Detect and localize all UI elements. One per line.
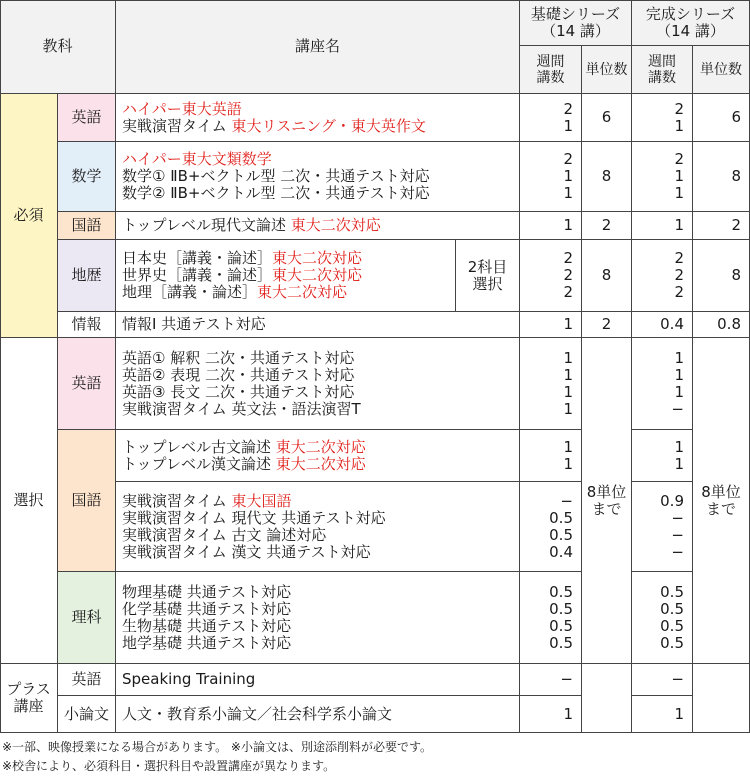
course-line xyxy=(122,527,326,544)
subject-label: 情報 xyxy=(71,315,102,333)
kiso-weekly xyxy=(520,696,582,733)
subject-eigo xyxy=(58,338,116,430)
kansei-units xyxy=(693,94,750,142)
kiso-weekly-value: 1 xyxy=(563,184,573,202)
subject-label: 小論文 xyxy=(63,704,109,723)
course-line xyxy=(122,401,361,418)
kansei-units xyxy=(693,312,750,338)
course-highlight: 東大二次対応 xyxy=(272,249,363,267)
kansei-weekly-value: 0.4 xyxy=(660,315,684,333)
category-plus-label: プラス xyxy=(6,680,51,698)
course-text: 日本史［講義・論述］ xyxy=(122,249,273,267)
units-header-label: 単位数 xyxy=(585,61,628,78)
kiso-weekly-value: 0.5 xyxy=(549,582,573,601)
kansei-weekly xyxy=(632,696,693,733)
subject-eigo xyxy=(58,94,116,142)
kansei-elective-units xyxy=(693,338,750,664)
course-name-cell xyxy=(116,572,520,664)
kansei-weekly-value: 1 xyxy=(674,382,684,401)
series-kiso-header xyxy=(520,0,632,46)
course-line xyxy=(122,267,362,284)
kansei-weekly-value: 2 xyxy=(674,249,684,267)
course-text: 実戦演習タイム 現代文 共通テスト対応 xyxy=(122,508,386,527)
course-line xyxy=(122,350,354,367)
kansei-units-value: 2 xyxy=(731,216,741,234)
course-line xyxy=(122,601,291,618)
kiso-weekly-value: 2 xyxy=(563,266,573,284)
series-kansei-header xyxy=(632,0,750,46)
course-name-cell xyxy=(116,94,520,142)
kiso-weekly-value: − xyxy=(560,491,573,510)
kansei-weekly-value: 1 xyxy=(674,116,684,135)
course-text: 実戦演習タイム xyxy=(122,116,232,135)
kiso-weekly xyxy=(520,212,582,240)
course-highlight: ハイパー東大文類数学 xyxy=(122,150,272,168)
kansei-units-value: 8 xyxy=(731,266,741,284)
course-highlight: 東大リスニング・東大英作文 xyxy=(231,116,426,135)
course-line xyxy=(122,101,242,118)
course-text: 人文・教育系小論文／社会科学系小論文 xyxy=(122,704,393,723)
course-name-cell xyxy=(116,338,520,430)
kansei-weekly-value: 0.5 xyxy=(660,599,684,618)
course-text: 英語② 表現 二次・共通テスト対応 xyxy=(122,365,355,384)
kansei-units xyxy=(693,142,750,212)
course-text: 実戦演習タイム xyxy=(122,491,232,510)
course-line xyxy=(122,544,371,561)
note-line: ※一部、映像授業になる場合があります。 ※小論文は、別途添削料が必要です。 xyxy=(2,740,433,754)
kiso-weekly-value: 0.5 xyxy=(549,599,573,618)
weekly-header-label: 週間 xyxy=(648,53,676,70)
weekly-header-label: 講数 xyxy=(536,69,565,86)
course-text: 英語③ 長文 二次・共通テスト対応 xyxy=(122,382,355,401)
course-text: トップレベル現代文論述 xyxy=(122,216,291,234)
course-text: 実戦演習タイム 漢文 共通テスト対応 xyxy=(122,542,371,561)
subject-header-label: 教科 xyxy=(42,37,73,55)
kiso-units-value: 2 xyxy=(601,315,612,333)
kiso-weekly-value: 1 xyxy=(563,437,573,456)
kiso-weekly-header xyxy=(520,46,582,94)
kansei-weekly-value: 1 xyxy=(674,348,684,367)
kiso-weekly xyxy=(520,142,582,212)
subject-label: 英語 xyxy=(71,108,102,126)
course-text: 実戦演習タイム 古文 論述対応 xyxy=(122,525,327,544)
notes xyxy=(2,738,748,776)
course-text: 英語① 解釈 二次・共通テスト対応 xyxy=(122,348,355,367)
course-name-cell xyxy=(116,664,520,696)
kansei-units xyxy=(693,240,750,312)
series-kiso-label: （14 講） xyxy=(541,21,610,40)
kansei-weekly-value: − xyxy=(671,399,684,418)
kansei-units-value: 6 xyxy=(731,108,741,126)
course-highlight: 東大国語 xyxy=(231,491,292,510)
kiso-weekly xyxy=(520,572,582,664)
kansei-weekly-value: 0.9 xyxy=(660,491,684,510)
kansei-weekly-value: 1 xyxy=(674,437,684,456)
subject-shoronbun xyxy=(58,696,116,733)
course-line xyxy=(122,168,430,185)
kansei-weekly xyxy=(632,94,693,142)
kansei-weekly-value: 1 xyxy=(674,167,684,185)
chireki-note-label: 2科目 xyxy=(467,257,508,276)
kiso-weekly-value: 0.5 xyxy=(549,616,573,635)
course-header-label: 講座名 xyxy=(294,37,340,55)
kiso-weekly xyxy=(520,338,582,430)
kansei-weekly xyxy=(632,212,693,240)
kiso-units-value: 6 xyxy=(601,108,612,126)
kansei-weekly-value: 2 xyxy=(674,266,684,284)
kiso-weekly-value: 1 xyxy=(563,382,573,401)
kansei-weekly xyxy=(632,572,693,664)
subject-sugaku xyxy=(58,142,116,212)
kiso-weekly-value: 0.4 xyxy=(549,542,573,561)
course-highlight: ハイパー東大英語 xyxy=(122,99,242,118)
course-line xyxy=(122,635,291,652)
kansei-units-value: 0.8 xyxy=(717,315,741,333)
kansei-weekly xyxy=(632,664,693,696)
category-plus-label: 講座 xyxy=(13,697,44,715)
subject-joho xyxy=(58,312,116,338)
course-text: 地理［講義・論述］ xyxy=(122,283,258,301)
elective-units-label: 8単位 xyxy=(701,482,741,501)
kiso-units xyxy=(582,312,632,338)
kiso-weekly xyxy=(520,240,582,312)
course-text: 数学① ⅡB+ベクトル型 二次・共通テスト対応 xyxy=(122,167,430,185)
kiso-weekly-value: 0.5 xyxy=(549,525,573,544)
course-header xyxy=(116,0,520,94)
weekly-header-label: 週間 xyxy=(536,53,565,70)
kiso-weekly-value: 1 xyxy=(563,399,573,418)
category-required xyxy=(0,94,58,338)
kiso-units xyxy=(582,240,632,312)
subject-header xyxy=(0,0,116,94)
kansei-weekly xyxy=(632,482,693,572)
kansei-weekly-value: 1 xyxy=(674,365,684,384)
kiso-weekly-value: 1 xyxy=(563,454,573,473)
kansei-units-header xyxy=(693,46,750,94)
elective-units-label: まで xyxy=(591,499,622,518)
kiso-weekly xyxy=(520,664,582,696)
course-text: 情報Ⅰ 共通テスト対応 xyxy=(122,315,266,333)
subject-label: 英語 xyxy=(71,670,102,688)
kiso-plus-units xyxy=(582,664,632,733)
kiso-units-value: 8 xyxy=(601,167,612,185)
kansei-weekly-value: 1 xyxy=(674,454,684,473)
course-text: 実戦演習タイム 英文法・語法演習T xyxy=(122,399,361,418)
course-highlight: 東大二次対応 xyxy=(272,266,363,284)
kiso-weekly-value: 0.5 xyxy=(549,633,573,652)
course-highlight: 東大二次対応 xyxy=(275,437,366,456)
series-kiso-label: 基礎シリーズ xyxy=(530,4,621,23)
course-line xyxy=(122,456,366,473)
kiso-weekly-value: 1 xyxy=(563,365,573,384)
course-text: 数学② ⅡB+ベクトル型 二次・共通テスト対応 xyxy=(122,184,430,202)
course-line xyxy=(122,185,430,202)
kansei-weekly xyxy=(632,240,693,312)
chireki-note xyxy=(456,240,520,312)
series-kansei-label: （14 講） xyxy=(656,21,725,40)
course-line xyxy=(122,384,354,401)
kansei-weekly xyxy=(632,142,693,212)
category-required-label: 必須 xyxy=(13,206,44,224)
course-name-cell xyxy=(116,212,520,240)
kiso-units xyxy=(582,212,632,240)
course-text: 生物基礎 共通テスト対応 xyxy=(122,616,292,635)
course-line xyxy=(122,439,366,456)
kansei-weekly xyxy=(632,430,693,482)
kansei-weekly-value: 1 xyxy=(674,184,684,202)
kansei-weekly-value: − xyxy=(671,508,684,527)
course-name-cell xyxy=(116,430,520,482)
kansei-units-value: 8 xyxy=(731,167,741,185)
kansei-weekly-header xyxy=(632,46,693,94)
kiso-weekly xyxy=(520,482,582,572)
course-highlight: 東大二次対応 xyxy=(257,283,348,301)
course-name-cell xyxy=(116,696,520,733)
kiso-weekly-value: 2 xyxy=(563,283,573,301)
subject-chireki xyxy=(58,240,116,312)
elective-units-label: まで xyxy=(705,499,736,518)
kiso-weekly xyxy=(520,94,582,142)
course-line xyxy=(122,151,272,168)
course-text: 世界史［講義・論述］ xyxy=(122,266,273,284)
kansei-weekly-value: 1 xyxy=(674,704,684,723)
category-elective xyxy=(0,338,58,664)
kiso-weekly-value: 1 xyxy=(563,704,573,723)
kiso-weekly-value: 1 xyxy=(563,116,573,135)
subject-kokugo xyxy=(58,430,116,572)
kiso-units-value: 8 xyxy=(601,266,612,284)
kiso-units-value: 2 xyxy=(601,216,612,234)
elective-units-label: 8単位 xyxy=(586,482,627,501)
kiso-weekly xyxy=(520,430,582,482)
category-elective-label: 選択 xyxy=(13,491,44,509)
course-name-cell xyxy=(116,142,520,212)
kiso-weekly-value: 1 xyxy=(563,348,573,367)
kiso-weekly-value: 1 xyxy=(563,167,573,185)
course-line xyxy=(122,316,266,333)
note-line: ※校舎により、必須科目・選択科目や設置講座が異なります。 xyxy=(2,759,336,773)
weekly-header-label: 講数 xyxy=(648,69,676,86)
course-line xyxy=(122,250,362,267)
course-text: Speaking Training xyxy=(122,670,256,688)
kansei-weekly xyxy=(632,338,693,430)
kansei-weekly-value: − xyxy=(671,525,684,544)
kiso-weekly-value: 2 xyxy=(563,99,573,118)
category-plus xyxy=(0,664,58,733)
kiso-units xyxy=(582,142,632,212)
kansei-weekly-value: 1 xyxy=(674,216,684,234)
course-line xyxy=(122,706,392,723)
course-name-cell xyxy=(116,482,520,572)
kansei-weekly-value: − xyxy=(671,542,684,561)
kiso-weekly xyxy=(520,312,582,338)
kiso-weekly-value: 1 xyxy=(563,216,573,234)
course-line xyxy=(122,493,292,510)
course-highlight: 東大二次対応 xyxy=(290,216,381,234)
kansei-weekly-value: 0.5 xyxy=(660,633,684,652)
kiso-units-header xyxy=(582,46,632,94)
course-line xyxy=(122,217,381,234)
kansei-weekly-value: 2 xyxy=(674,99,684,118)
subject-label: 国語 xyxy=(71,216,102,234)
subject-kokugo xyxy=(58,212,116,240)
kiso-units xyxy=(582,94,632,142)
course-text: 物理基礎 共通テスト対応 xyxy=(122,582,292,601)
course-name-cell xyxy=(116,240,456,312)
kansei-weekly-value: 2 xyxy=(674,150,684,168)
units-header-label: 単位数 xyxy=(700,61,742,78)
course-line xyxy=(122,618,291,635)
course-name-cell xyxy=(116,312,520,338)
subject-label: 地歴 xyxy=(71,266,102,284)
subject-eigo xyxy=(58,664,116,696)
subject-label: 国語 xyxy=(71,491,102,509)
kiso-weekly-value: 0.5 xyxy=(549,508,573,527)
subject-label: 英語 xyxy=(71,374,102,392)
kansei-weekly-value: 0.5 xyxy=(660,582,684,601)
kiso-weekly-value: − xyxy=(560,670,573,688)
kiso-weekly-value: 2 xyxy=(563,150,573,168)
course-line xyxy=(122,367,354,384)
kansei-weekly xyxy=(632,312,693,338)
chireki-note-label: 選択 xyxy=(472,274,503,293)
kiso-weekly-value: 1 xyxy=(563,315,573,333)
course-line xyxy=(122,671,255,688)
subject-rika xyxy=(58,572,116,664)
kansei-weekly-value: 2 xyxy=(674,283,684,301)
course-line xyxy=(122,510,386,527)
course-text: 地学基礎 共通テスト対応 xyxy=(122,633,292,652)
course-text: 化学基礎 共通テスト対応 xyxy=(122,599,292,618)
course-line xyxy=(122,284,347,301)
kansei-units xyxy=(693,212,750,240)
subject-label: 理科 xyxy=(71,608,102,626)
kansei-weekly-value: − xyxy=(671,670,684,688)
kiso-weekly-value: 2 xyxy=(563,249,573,267)
kansei-weekly-value: 0.5 xyxy=(660,616,684,635)
series-kansei-label: 完成シリーズ xyxy=(645,4,736,23)
subject-label: 数学 xyxy=(71,167,102,185)
course-text: トップレベル漢文論述 xyxy=(122,454,276,473)
course-line xyxy=(122,118,426,135)
kiso-elective-units xyxy=(582,338,632,664)
course-text: トップレベル古文論述 xyxy=(122,437,276,456)
course-highlight: 東大二次対応 xyxy=(275,454,366,473)
course-line xyxy=(122,584,291,601)
kansei-plus-units xyxy=(693,664,750,733)
